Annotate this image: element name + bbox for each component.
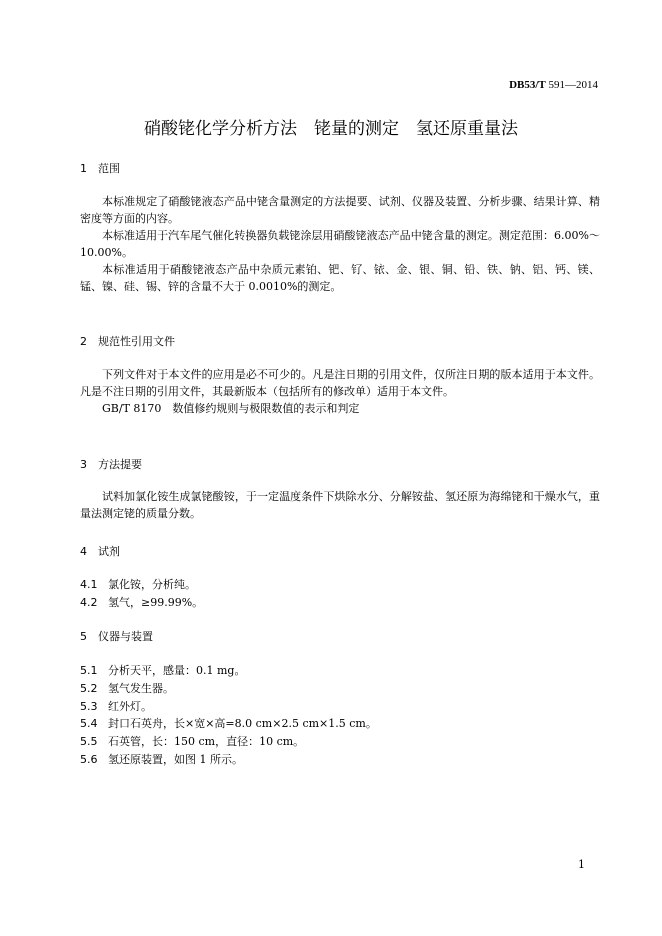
document-title: 硝酸铑化学分析方法 铑量的测定 氢还原重量法 <box>144 119 518 139</box>
section-heading-reagents <box>80 543 120 559</box>
section-title: 仪器与装置 <box>98 630 153 643</box>
section-number: 5 <box>80 630 87 643</box>
paragraph: 下列文件对于本文件的应用是必不可少的。凡是注日期的引用文件，仅所注日期的版本适用于本文件。凡是不注日期的引用文件，其最新版本（包括所有的修改单）适用于本文件。 <box>80 368 600 398</box>
clause-number: 5.5 <box>80 735 98 748</box>
clause-number: 5.3 <box>80 700 98 713</box>
clause-item <box>80 715 377 731</box>
clause-text: 石英管，长：150 cm，直径：10 cm。 <box>108 735 305 748</box>
section-heading-apparatus <box>80 628 153 644</box>
section-heading-scope <box>80 160 120 176</box>
clause-text: 氢气，≥99.99%。 <box>108 596 204 609</box>
standard-code: DB53/T <box>509 79 546 91</box>
clause-item <box>80 733 304 749</box>
section-number: 1 <box>80 162 87 175</box>
section-title: 规范性引用文件 <box>98 335 175 348</box>
section-number: 3 <box>80 458 87 471</box>
standard-serial: 591—2014 <box>548 79 598 91</box>
section-title: 试剂 <box>98 545 120 558</box>
clause-number: 4.1 <box>80 578 98 591</box>
clause-text: 分析天平，感量：0.1 mg。 <box>108 664 246 677</box>
section-title: 范围 <box>98 162 120 175</box>
clause-text: 封口石英舟，长×宽×高=8.0 cm×2.5 cm×1.5 cm。 <box>108 717 377 730</box>
clause-number: 4.2 <box>80 596 98 609</box>
section-title: 方法提要 <box>98 458 142 471</box>
clause-item <box>80 662 245 678</box>
paragraph: 本标准适用于硝酸铑液态产品中杂质元素铂、钯、钌、铱、金、银、铜、铅、铁、钠、铝、钙、镁、锰、镍、硅、锡、锌的含量不大于 0.0010%的测定。 <box>80 263 600 293</box>
section-number: 4 <box>80 545 87 558</box>
reference-entry: GB/T 8170 数值修约规则与极限数值的表示和判定 <box>102 402 360 415</box>
section-heading-method-summary <box>80 456 142 472</box>
paragraph: 试料加氯化铵生成氯铑酸铵，于一定温度条件下烘除水分、分解铵盐、氢还原为海绵铑和干燥水气，重量法测定铑的质量分数。 <box>80 490 600 520</box>
clause-item <box>80 576 196 592</box>
page-number: 1 <box>578 858 585 871</box>
clause-item <box>80 751 243 767</box>
section-heading-normative-references <box>80 333 175 349</box>
paragraph: 本标准规定了硝酸铑液态产品中铑含量测定的方法提要、试剂、仪器及装置、分析步骤、结果计算、精密度等方面的内容。 <box>80 195 600 225</box>
section-number: 2 <box>80 335 87 348</box>
clause-number: 5.2 <box>80 682 98 695</box>
standard-number <box>509 79 598 91</box>
clause-number: 5.6 <box>80 753 98 766</box>
clause-text: 氢还原装置，如图 1 所示。 <box>108 753 243 766</box>
clause-text: 氯化铵，分析纯。 <box>108 578 196 591</box>
clause-item <box>80 594 203 610</box>
clause-number: 5.4 <box>80 717 98 730</box>
clause-text: 氢气发生器。 <box>108 682 174 695</box>
clause-item <box>80 698 152 714</box>
paragraph: 本标准适用于汽车尾气催化转换器负载铑涂层用硝酸铑液态产品中铑含量的测定。测定范围：6.00%～10.00%。 <box>80 229 600 259</box>
clause-number: 5.1 <box>80 664 98 677</box>
clause-text: 红外灯。 <box>108 700 152 713</box>
clause-item <box>80 680 174 696</box>
